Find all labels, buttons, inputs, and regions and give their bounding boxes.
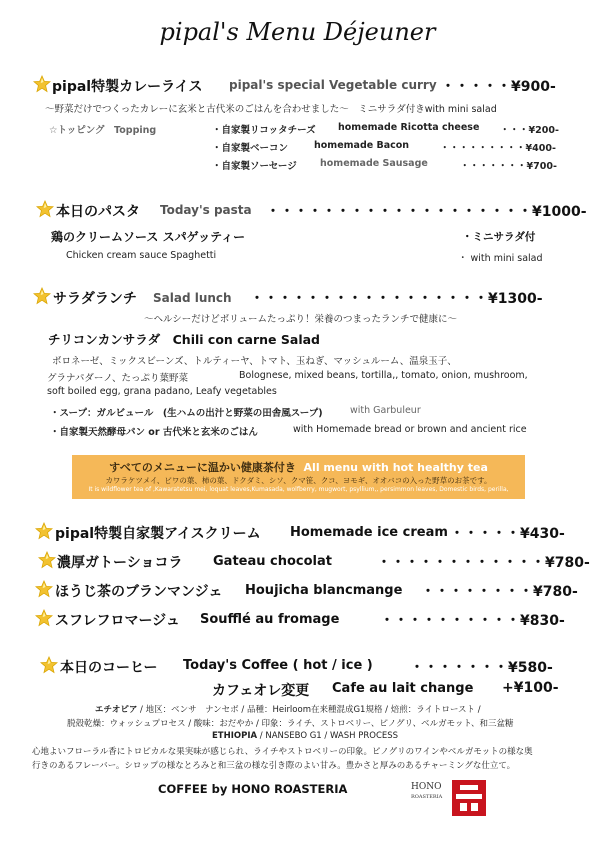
dessert-price: ・・・・・・・・・・¥830- <box>380 613 565 629</box>
topping-jp: ・自家製リコッタチーズ <box>212 125 316 136</box>
dessert-name-jp: 濃厚ガトーショコラ <box>57 555 183 571</box>
pasta-dish-en: Chicken cream sauce Spaghetti <box>66 250 217 261</box>
topping-price: ・・・・・・・・・¥400- <box>440 143 556 154</box>
aulait-price: +¥100- <box>502 680 559 696</box>
curry-description: 〜野菜だけでつくったカレーに玄米と古代米のごはんを合わせました〜 ミニサラダ付きwith mini salad <box>45 104 497 115</box>
pasta-name-jp: 本日のパスタ <box>56 204 140 220</box>
dessert-price: ・・・・・・・・・・・・¥780- <box>377 555 590 571</box>
dessert-price: ・・・・・¥430- <box>450 526 565 542</box>
salad-price: ・・・・・・・・・・・・・・・・・¥1300- <box>250 291 543 307</box>
curry-price: ・・・・・¥900- <box>441 79 556 95</box>
coffee-profile: 脱殻乾燥：ウォッシュプロセス / 酸味：おだやか / 印象：ライチ、ストロベリー、ピノグリ、ベルガモット、和三盆糖 <box>67 719 514 729</box>
banner-headline-jp: すべてのメニューに温かい健康茶付き <box>109 461 296 474</box>
page-title: pipal's Menu Déjeuner <box>159 18 436 46</box>
star-icon <box>35 580 53 598</box>
topping-en: homemade Sausage <box>320 158 428 169</box>
pasta-price: ・・・・・・・・・・・・・・・・・・・¥1000- <box>266 204 587 220</box>
pasta-name-en: Today's pasta <box>160 203 252 217</box>
banner-tea-list-en: It is wildflower tea of ,Kawaratetsu mei, loquat leaves,Kumasada, wolfberry, mugwort, psyllium,, persimmon leaves, Domestic birds, perilla, <box>88 486 509 493</box>
tea-banner <box>72 455 525 499</box>
star-icon <box>36 200 54 218</box>
star-icon <box>35 522 53 540</box>
curry-name-jp: pipal特製カレーライス <box>52 79 203 95</box>
salad-soup: ・スープ：ガルビュール (生ハムの出汁と野菜の田舎風スープ) <box>50 408 323 419</box>
star-icon <box>40 656 58 674</box>
coffee-name-jp: 本日のコーヒー <box>60 660 158 676</box>
salad-ingredients-en: soft boiled egg, grana padano, Leafy vegetables <box>47 386 277 397</box>
dessert-name-jp: pipal特製自家製アイスクリーム <box>55 526 261 542</box>
aulait-jp: カフェオレ変更 <box>212 683 310 699</box>
curry-name-en: pipal's special Vegetable curry <box>229 78 437 92</box>
star-icon <box>33 287 51 305</box>
hono-logo-icon <box>452 780 486 816</box>
star-icon <box>35 609 53 627</box>
dessert-price: ・・・・・・・・¥780- <box>421 584 578 600</box>
footer-credit: COFFEE by HONO ROASTERIA <box>158 782 348 796</box>
coffee-name-en: Today's Coffee ( hot / ice ) <box>183 658 373 673</box>
coffee-origin-en: ETHIOPIA / NANSEBO G1 / WASH PROCESS <box>212 731 399 741</box>
salad-dish: チリコンカンサラダ Chili con carne Salad <box>48 332 320 347</box>
salad-bread-en: with Homemade bread or brown and ancient rice <box>293 424 527 435</box>
salad-ingredients: グラナパダーノ、たっぷり葉野菜 <box>47 373 188 384</box>
salad-name-en: Salad lunch <box>153 291 232 305</box>
salad-name-jp: サラダランチ <box>53 291 137 307</box>
dessert-name-jp: スフレフロマージュ <box>55 613 180 629</box>
banner-headline-en: All menu with hot healthy tea <box>303 461 488 474</box>
topping-en: homemade Bacon <box>314 140 410 151</box>
star-icon <box>38 551 56 569</box>
star-icon <box>33 75 51 93</box>
coffee-notes: 心地よいフローラル香にトロピカルな果実味が感じられ、ライチやストロベリーの印象。ピノグリのワインやベルガモットの様な奥 <box>32 747 533 757</box>
dessert-name-en: Homemade ice cream <box>290 525 448 540</box>
topping-en: homemade Ricotta cheese <box>338 122 480 133</box>
topping-jp: ・自家製ソーセージ <box>212 161 297 172</box>
pasta-side-jp: ・ミニサラダ付 <box>462 231 536 243</box>
dessert-name-en: Soufflé au fromage <box>200 612 340 627</box>
dessert-name-en: Gateau chocolat <box>213 554 332 569</box>
aulait-en: Cafe au lait change <box>332 681 474 696</box>
pasta-side-en: ・ with mini salad <box>458 253 543 264</box>
coffee-price: ・・・・・・・¥580- <box>410 660 553 676</box>
dessert-name-jp: ほうじ茶のブランマンジェ <box>55 584 223 600</box>
coffee-notes: 行きのあるフレーバー。シロップの様なとろみと和三盆の様な引き際のよい甘み。豊かさと厚みのあるチャーミングな仕立て。 <box>32 761 516 771</box>
topping-jp: ・自家製ベーコン <box>212 143 289 154</box>
pasta-dish-jp: 鶏のクリームソース スパゲッティー <box>51 230 246 244</box>
coffee-origin: エチオピア / 地区：ベンサ ナンセボ / 品種：Heirloom在来種混成G1規格 / 焙煎：ライトロースト / <box>95 705 481 715</box>
topping-price: ・・・・・・・¥700- <box>460 161 557 172</box>
salad-bread: ・自家製天然酵母パン or 古代米と玄米のごはん <box>50 427 258 438</box>
dessert-name-en: Houjicha blancmange <box>245 583 403 598</box>
topping-label: ☆トッピング Topping <box>49 125 157 136</box>
salad-soup-en: with Garbuleur <box>350 405 421 416</box>
logo-subtext: ROASTERIA <box>411 794 443 800</box>
salad-ingredients: ボロネーゼ、ミックスビーンズ、トルティーヤ、トマト、玉ねぎ、マッシュルーム、温泉玉子、 <box>52 356 457 367</box>
salad-tagline: 〜ヘルシーだけどボリュームたっぷり！栄養のつまったランチで健康に〜 <box>144 314 457 325</box>
salad-ingredients-en: Bolognese, mixed beans, tortilla,, tomato, onion, mushroom, <box>239 370 528 381</box>
logo-text: HONO <box>411 782 442 792</box>
banner-headline <box>72 459 525 475</box>
topping-price: ・・・¥200- <box>500 125 559 136</box>
banner-tea-list-jp: カワラケツメイ、ビワの葉、柿の葉、ドクダミ、シソ、クマ笹、クコ、ヨモギ、オオバコの入った野草のお茶です。 <box>105 476 492 485</box>
